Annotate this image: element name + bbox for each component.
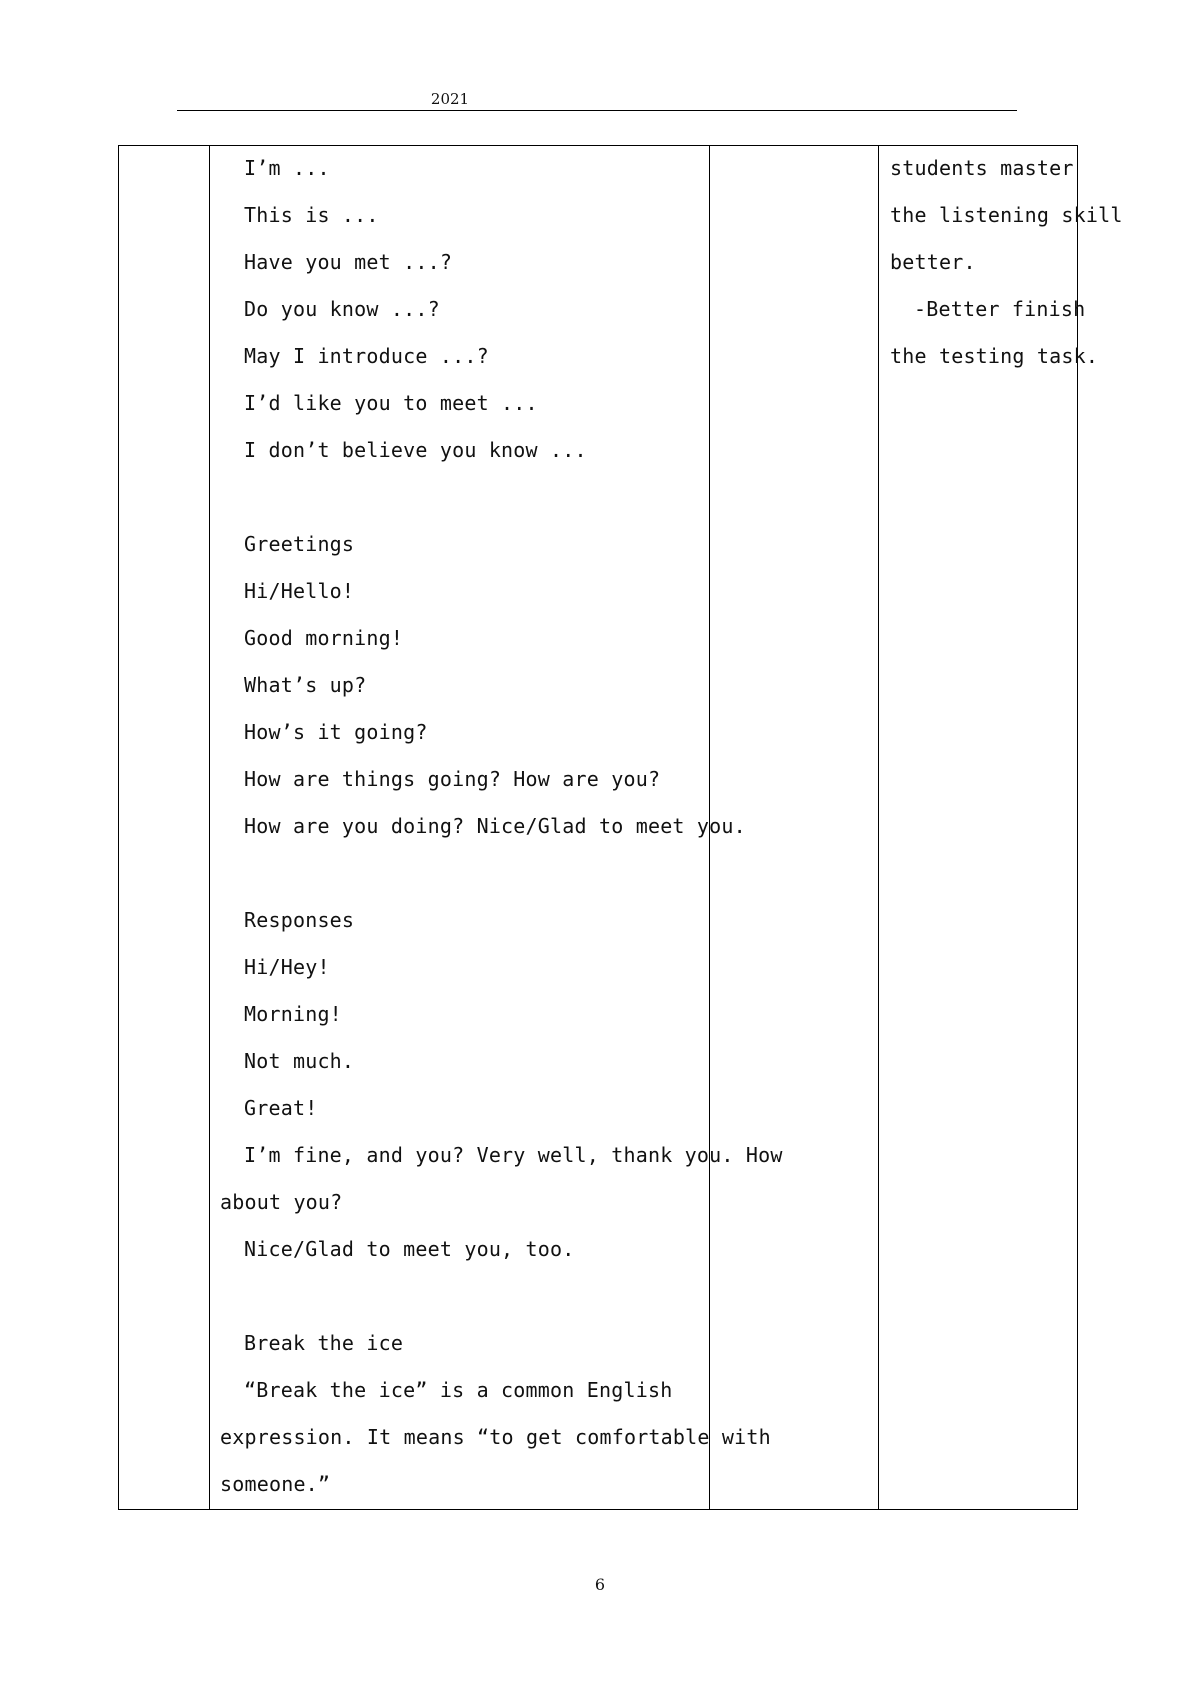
content-line: This is ... bbox=[244, 203, 379, 227]
content-line: Great! bbox=[244, 1096, 318, 1120]
aim-line: students master bbox=[890, 156, 1074, 180]
header-year: 2021 bbox=[430, 90, 470, 108]
content-line: How’s it going? bbox=[244, 720, 428, 744]
content-line: Morning! bbox=[244, 1002, 342, 1026]
content-line bbox=[220, 474, 783, 521]
content-line: Hi/Hey! bbox=[244, 955, 330, 979]
aim-line: -Better finish bbox=[914, 297, 1086, 321]
content-line: Good morning! bbox=[244, 626, 404, 650]
header-rule bbox=[177, 110, 1017, 111]
content-line: What’s up? bbox=[244, 673, 367, 697]
content-line: May I introduce ...? bbox=[244, 344, 489, 368]
table-column-divider-3 bbox=[878, 145, 879, 1510]
content-line: Greetings bbox=[244, 532, 355, 556]
content-line bbox=[220, 850, 783, 897]
page-number: 6 bbox=[594, 1575, 606, 1594]
table-cell-aims bbox=[890, 145, 1123, 380]
content-line: Break the ice bbox=[244, 1331, 404, 1355]
content-line: Not much. bbox=[244, 1049, 355, 1073]
content-line: How are things going? How are you? bbox=[244, 767, 661, 791]
content-line: “Break the ice” is a common English bbox=[244, 1378, 673, 1402]
content-line bbox=[220, 1273, 783, 1320]
content-line: I’m fine, and you? Very well, thank you. How bbox=[244, 1143, 783, 1167]
aim-line: the testing task. bbox=[890, 344, 1099, 368]
content-line: Do you know ...? bbox=[244, 297, 440, 321]
aim-line: better. bbox=[890, 250, 976, 274]
table-column-divider-1 bbox=[209, 145, 210, 1510]
content-line: expression. It means “to get comfortable with bbox=[220, 1425, 771, 1449]
content-line: Hi/Hello! bbox=[244, 579, 355, 603]
content-line: I don’t believe you know ... bbox=[244, 438, 587, 462]
aim-line: the listening skill bbox=[890, 203, 1123, 227]
content-line: someone.” bbox=[220, 1472, 331, 1496]
content-line: I’m ... bbox=[244, 156, 330, 180]
content-line: How are you doing? Nice/Glad to meet you. bbox=[244, 814, 746, 838]
content-line: about you? bbox=[220, 1190, 343, 1214]
content-line: I’d like you to meet ... bbox=[244, 391, 538, 415]
table-cell-content bbox=[220, 145, 783, 1508]
content-line: Responses bbox=[244, 908, 355, 932]
content-line: Have you met ...? bbox=[244, 250, 453, 274]
content-line: Nice/Glad to meet you, too. bbox=[244, 1237, 575, 1261]
